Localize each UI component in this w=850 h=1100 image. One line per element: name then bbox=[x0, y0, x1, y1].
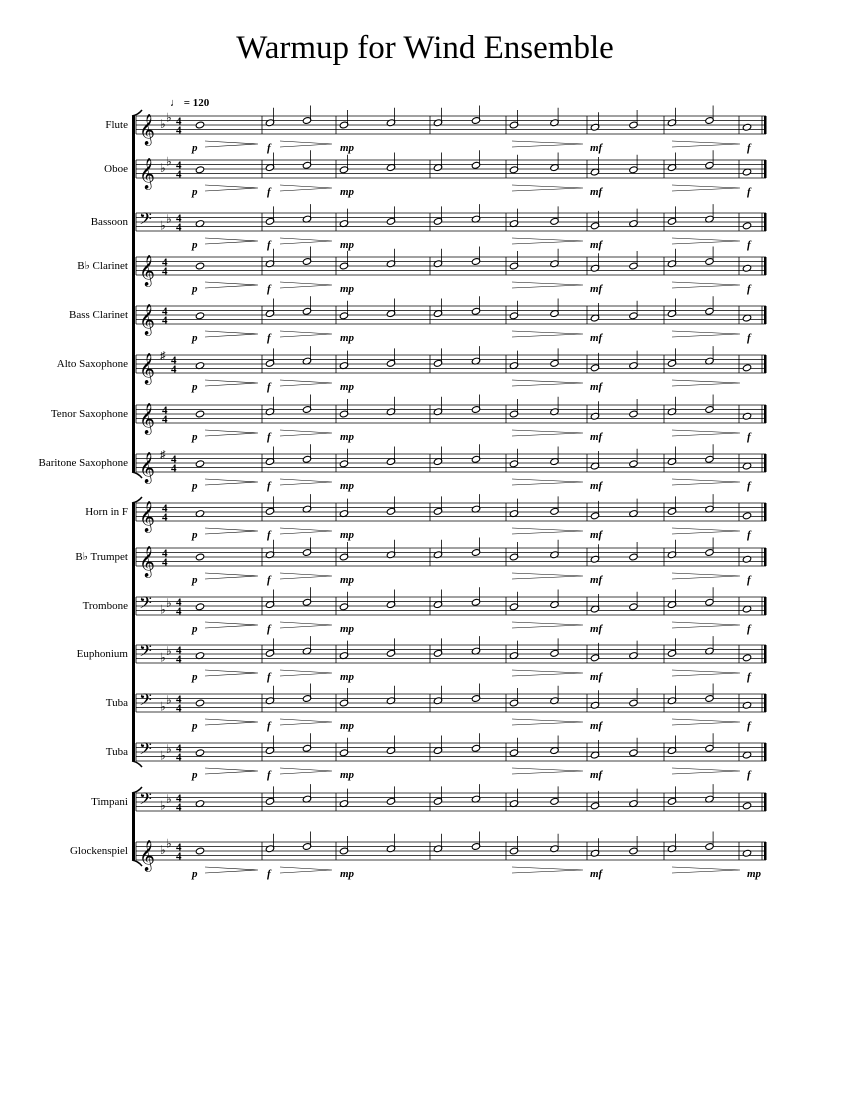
dynamic-marking: f bbox=[747, 480, 751, 492]
time-signature-bottom: 4 bbox=[162, 265, 168, 278]
crescendo-hairpin bbox=[672, 573, 740, 579]
crescendo-hairpin bbox=[205, 430, 258, 436]
dynamic-marking: mp bbox=[340, 239, 355, 251]
crescendo-hairpin bbox=[205, 867, 258, 873]
dynamic-marking: mf bbox=[590, 769, 603, 781]
crescendo-hairpin bbox=[205, 282, 258, 288]
crescendo-hairpin bbox=[205, 380, 258, 386]
bass-clef-icon: 𝄢 bbox=[139, 640, 152, 665]
crescendo-hairpin bbox=[205, 622, 258, 628]
dynamic-marking: p bbox=[192, 868, 198, 880]
time-signature-top: 4 bbox=[176, 159, 182, 172]
bass-clef-icon: 𝄢 bbox=[139, 788, 152, 813]
dynamic-marking: f bbox=[267, 239, 271, 251]
note-head bbox=[742, 123, 751, 131]
crescendo-hairpin bbox=[672, 380, 740, 386]
crescendo-hairpin bbox=[512, 622, 583, 628]
flat-icon: ♭ bbox=[160, 650, 166, 665]
time-signature-bottom: 4 bbox=[176, 850, 182, 863]
treble-clef-icon: 𝄞 bbox=[139, 304, 155, 335]
dynamic-marking: mp bbox=[340, 283, 355, 295]
score-title: Warmup for Wind Ensemble bbox=[236, 30, 614, 66]
diminuendo-hairpin bbox=[280, 282, 332, 288]
label-bb-clarinet: B♭ Clarinet bbox=[77, 260, 128, 272]
crescendo-hairpin bbox=[512, 282, 583, 288]
crescendo-hairpin bbox=[672, 238, 740, 244]
diminuendo-hairpin bbox=[280, 185, 332, 191]
flat-icon: ♭ bbox=[160, 218, 166, 233]
flat-icon: ♭ bbox=[160, 843, 166, 857]
crescendo-hairpin bbox=[512, 670, 583, 676]
final-barline-thick bbox=[764, 743, 767, 761]
dynamic-marking: mp bbox=[340, 480, 355, 492]
final-barline-thick bbox=[764, 454, 767, 472]
crescendo-hairpin bbox=[512, 479, 583, 485]
dynamic-marking: p bbox=[192, 480, 198, 492]
note-head bbox=[742, 412, 751, 420]
dynamic-marking: mp bbox=[340, 529, 355, 541]
dynamic-marking: mp bbox=[340, 332, 355, 344]
flat-icon: ♭ bbox=[166, 692, 172, 707]
dynamic-marking: f bbox=[747, 239, 751, 251]
time-signature-top: 4 bbox=[176, 841, 182, 854]
flat-icon: ♭ bbox=[160, 699, 166, 714]
time-signature-top: 4 bbox=[162, 502, 168, 515]
crescendo-hairpin bbox=[512, 185, 583, 191]
treble-clef-icon: 𝄞 bbox=[139, 158, 155, 189]
treble-clef-icon: 𝄞 bbox=[139, 255, 155, 286]
flat-icon: ♭ bbox=[160, 161, 166, 175]
bass-clef-icon: 𝄢 bbox=[139, 592, 152, 617]
dynamic-marking: f bbox=[747, 186, 751, 198]
final-barline-thick bbox=[764, 213, 767, 231]
dynamic-marking: mp bbox=[340, 186, 355, 198]
note-head bbox=[195, 749, 204, 757]
dynamic-marking: f bbox=[267, 431, 271, 443]
treble-clef-icon: 𝄞 bbox=[139, 114, 155, 145]
note-head bbox=[195, 262, 204, 270]
note-head bbox=[195, 603, 204, 611]
dynamic-marking: mp bbox=[340, 868, 355, 880]
group-bracket bbox=[132, 116, 135, 472]
dynamic-marking: mf bbox=[590, 623, 603, 635]
diminuendo-hairpin bbox=[280, 768, 332, 774]
dynamic-marking: mp bbox=[340, 623, 355, 635]
treble-clef-icon: 𝄞 bbox=[139, 403, 155, 434]
crescendo-hairpin bbox=[672, 479, 740, 485]
time-signature-bottom: 4 bbox=[176, 653, 182, 666]
dynamic-marking: mf bbox=[590, 868, 603, 880]
dynamic-marking: mf bbox=[590, 142, 603, 154]
crescendo-hairpin bbox=[672, 430, 740, 436]
dynamic-marking: f bbox=[267, 671, 271, 683]
time-signature-bottom: 4 bbox=[171, 363, 177, 376]
label-tenor-saxophone: Tenor Saxophone bbox=[50, 408, 128, 420]
crescendo-hairpin bbox=[205, 141, 258, 147]
crescendo-hairpin bbox=[205, 331, 258, 337]
dynamic-marking: p bbox=[192, 574, 198, 586]
note-head bbox=[195, 312, 204, 320]
diminuendo-hairpin bbox=[280, 380, 332, 386]
final-barline-thick bbox=[764, 355, 767, 373]
note-head bbox=[742, 802, 751, 810]
label-bassoon: Bassoon bbox=[90, 216, 128, 228]
diminuendo-hairpin bbox=[280, 622, 332, 628]
diminuendo-hairpin bbox=[280, 331, 332, 337]
diminuendo-hairpin bbox=[280, 867, 332, 873]
crescendo-hairpin bbox=[205, 768, 258, 774]
diminuendo-hairpin bbox=[280, 719, 332, 725]
dynamic-marking: p bbox=[192, 623, 198, 635]
dynamic-marking: p bbox=[192, 720, 198, 732]
note-head bbox=[195, 847, 204, 855]
dynamic-marking: p bbox=[192, 283, 198, 295]
dynamic-marking: f bbox=[267, 332, 271, 344]
final-barline-thick bbox=[764, 306, 767, 324]
flat-icon: ♭ bbox=[160, 602, 166, 617]
crescendo-hairpin bbox=[672, 141, 740, 147]
dynamic-marking: p bbox=[192, 529, 198, 541]
dynamic-marking: f bbox=[267, 623, 271, 635]
dynamic-marking: f bbox=[267, 142, 271, 154]
time-signature-bottom: 4 bbox=[171, 462, 177, 475]
dynamic-marking: f bbox=[747, 529, 751, 541]
dynamic-marking: f bbox=[747, 574, 751, 586]
treble-clef-icon: 𝄞 bbox=[139, 546, 155, 577]
dynamic-marking: mf bbox=[590, 186, 603, 198]
crescendo-hairpin bbox=[512, 141, 583, 147]
note-head bbox=[195, 553, 204, 561]
time-signature-top: 4 bbox=[176, 644, 182, 657]
flat-icon: ♭ bbox=[166, 791, 172, 806]
flat-icon: ♭ bbox=[160, 798, 166, 813]
crescendo-hairpin bbox=[205, 479, 258, 485]
note-head bbox=[742, 364, 751, 372]
note-head bbox=[742, 654, 751, 662]
note-head bbox=[195, 166, 204, 174]
flat-icon: ♭ bbox=[166, 643, 172, 658]
dynamic-marking: mp bbox=[747, 868, 762, 880]
note-head bbox=[742, 264, 751, 272]
sharp-icon: ♯ bbox=[160, 350, 166, 362]
crescendo-hairpin bbox=[672, 282, 740, 288]
tempo-marking: ♩ = 120 bbox=[170, 97, 210, 109]
crescendo-hairpin bbox=[512, 573, 583, 579]
dynamic-marking: p bbox=[192, 671, 198, 683]
label-trombone: Trombone bbox=[82, 600, 128, 612]
crescendo-hairpin bbox=[672, 185, 740, 191]
label-alto-saxophone: Alto Saxophone bbox=[56, 358, 128, 370]
diminuendo-hairpin bbox=[280, 479, 332, 485]
flat-icon: ♭ bbox=[160, 748, 166, 763]
dynamic-marking: mp bbox=[340, 769, 355, 781]
note-head bbox=[195, 121, 204, 129]
time-signature-top: 4 bbox=[162, 404, 168, 417]
final-barline-thick bbox=[764, 694, 767, 712]
dynamic-marking: mf bbox=[590, 332, 603, 344]
label-bb-trumpet: B♭ Trumpet bbox=[75, 551, 128, 563]
crescendo-hairpin bbox=[672, 622, 740, 628]
treble-clef-icon: 𝄞 bbox=[139, 452, 155, 483]
dynamic-marking: mp bbox=[340, 574, 355, 586]
group-bracket bbox=[132, 503, 135, 761]
time-signature-top: 4 bbox=[176, 115, 182, 128]
crescendo-hairpin bbox=[672, 768, 740, 774]
time-signature-top: 4 bbox=[171, 354, 177, 367]
time-signature-top: 4 bbox=[162, 256, 168, 269]
time-signature-top: 4 bbox=[176, 792, 182, 805]
time-signature-bottom: 4 bbox=[162, 314, 168, 327]
bass-clef-icon: 𝄢 bbox=[139, 738, 152, 763]
dynamic-marking: p bbox=[192, 186, 198, 198]
dynamic-marking: p bbox=[192, 142, 198, 154]
dynamic-marking: f bbox=[267, 769, 271, 781]
final-barline-thick bbox=[764, 842, 767, 860]
note-head bbox=[742, 849, 751, 857]
dynamic-marking: mf bbox=[590, 239, 603, 251]
dynamic-marking: f bbox=[267, 283, 271, 295]
final-barline-thick bbox=[764, 597, 767, 615]
crescendo-hairpin bbox=[672, 719, 740, 725]
treble-clef-icon: 𝄞 bbox=[139, 353, 155, 384]
dynamic-marking: mp bbox=[340, 431, 355, 443]
time-signature-bottom: 4 bbox=[176, 605, 182, 618]
crescendo-hairpin bbox=[512, 528, 583, 534]
dynamic-marking: mp bbox=[340, 671, 355, 683]
dynamic-marking: p bbox=[192, 381, 198, 393]
sharp-icon: ♯ bbox=[160, 449, 166, 461]
dynamic-marking: f bbox=[267, 574, 271, 586]
flat-icon: ♭ bbox=[166, 836, 172, 851]
diminuendo-hairpin bbox=[280, 528, 332, 534]
crescendo-hairpin bbox=[205, 528, 258, 534]
label-euphonium: Euphonium bbox=[76, 648, 128, 660]
diminuendo-hairpin bbox=[280, 670, 332, 676]
final-barline-thick bbox=[764, 548, 767, 566]
dynamic-marking: mf bbox=[590, 720, 603, 732]
dynamic-marking: mf bbox=[590, 283, 603, 295]
dynamic-marking: f bbox=[267, 529, 271, 541]
time-signature-top: 4 bbox=[176, 596, 182, 609]
time-signature-bottom: 4 bbox=[162, 413, 168, 426]
dynamic-marking: mp bbox=[340, 381, 355, 393]
dynamic-marking: f bbox=[267, 868, 271, 880]
final-barline-thick bbox=[764, 116, 767, 134]
diminuendo-hairpin bbox=[280, 573, 332, 579]
crescendo-hairpin bbox=[512, 867, 583, 873]
dynamic-marking: mf bbox=[590, 381, 603, 393]
treble-clef-icon: 𝄞 bbox=[139, 501, 155, 532]
note-head bbox=[195, 460, 204, 468]
time-signature-bottom: 4 bbox=[176, 801, 182, 814]
label-bass-clarinet: Bass Clarinet bbox=[69, 309, 128, 321]
final-barline-thick bbox=[764, 793, 767, 811]
dynamic-marking: p bbox=[192, 769, 198, 781]
dynamic-marking: mf bbox=[590, 529, 603, 541]
time-signature-top: 4 bbox=[176, 212, 182, 225]
dynamic-marking: p bbox=[192, 431, 198, 443]
diminuendo-hairpin bbox=[280, 141, 332, 147]
crescendo-hairpin bbox=[512, 238, 583, 244]
group-bracket bbox=[132, 793, 135, 860]
dynamic-marking: f bbox=[747, 283, 751, 295]
note-head bbox=[742, 701, 751, 709]
label-oboe: Oboe bbox=[104, 163, 128, 175]
note-head bbox=[742, 512, 751, 520]
dynamic-marking: f bbox=[267, 186, 271, 198]
final-barline-thick bbox=[764, 257, 767, 275]
time-signature-top: 4 bbox=[171, 453, 177, 466]
note-head bbox=[195, 699, 204, 707]
time-signature-top: 4 bbox=[176, 742, 182, 755]
time-signature-top: 4 bbox=[162, 305, 168, 318]
crescendo-hairpin bbox=[672, 331, 740, 337]
crescendo-hairpin bbox=[205, 573, 258, 579]
crescendo-hairpin bbox=[672, 670, 740, 676]
note-head bbox=[742, 222, 751, 230]
crescendo-hairpin bbox=[672, 867, 740, 873]
crescendo-hairpin bbox=[512, 331, 583, 337]
crescendo-hairpin bbox=[205, 185, 258, 191]
diminuendo-hairpin bbox=[280, 430, 332, 436]
flat-icon: ♭ bbox=[160, 117, 166, 131]
time-signature-top: 4 bbox=[176, 693, 182, 706]
flat-icon: ♭ bbox=[166, 741, 172, 756]
dynamic-marking: f bbox=[747, 623, 751, 635]
flat-icon: ♭ bbox=[166, 110, 172, 125]
crescendo-hairpin bbox=[512, 430, 583, 436]
bass-clef-icon: 𝄢 bbox=[139, 689, 152, 714]
final-barline-thick bbox=[764, 405, 767, 423]
label-timpani: Timpani bbox=[91, 796, 128, 808]
crescendo-hairpin bbox=[205, 670, 258, 676]
label-baritone-saxophone: Baritone Saxophone bbox=[38, 457, 128, 469]
bass-clef-icon: 𝄢 bbox=[139, 208, 152, 233]
dynamic-marking: mp bbox=[340, 142, 355, 154]
crescendo-hairpin bbox=[512, 719, 583, 725]
treble-clef-icon: 𝄞 bbox=[139, 840, 155, 871]
dynamic-marking: mf bbox=[590, 574, 603, 586]
final-barline-thick bbox=[764, 160, 767, 178]
time-signature-bottom: 4 bbox=[176, 702, 182, 715]
dynamic-marking: p bbox=[192, 332, 198, 344]
dynamic-marking: mp bbox=[340, 720, 355, 732]
flat-icon: ♭ bbox=[166, 595, 172, 610]
crescendo-hairpin bbox=[512, 380, 583, 386]
label-horn-in-f: Horn in F bbox=[85, 506, 128, 518]
time-signature-bottom: 4 bbox=[162, 556, 168, 569]
time-signature-bottom: 4 bbox=[176, 751, 182, 764]
time-signature-bottom: 4 bbox=[176, 124, 182, 137]
label-flute: Flute bbox=[105, 119, 128, 131]
flat-icon: ♭ bbox=[166, 211, 172, 226]
dynamic-marking: f bbox=[747, 142, 751, 154]
dynamic-marking: mf bbox=[590, 431, 603, 443]
crescendo-hairpin bbox=[205, 719, 258, 725]
flat-icon: ♭ bbox=[166, 154, 172, 169]
dynamic-marking: f bbox=[747, 671, 751, 683]
time-signature-bottom: 4 bbox=[176, 221, 182, 234]
label-glockenspiel: Glockenspiel bbox=[69, 845, 128, 857]
note-head bbox=[195, 410, 204, 418]
dynamic-marking: mf bbox=[590, 480, 603, 492]
final-barline-thick bbox=[764, 645, 767, 663]
time-signature-top: 4 bbox=[162, 547, 168, 560]
dynamic-marking: f bbox=[747, 720, 751, 732]
crescendo-hairpin bbox=[205, 238, 258, 244]
time-signature-bottom: 4 bbox=[162, 511, 168, 524]
dynamic-marking: f bbox=[747, 332, 751, 344]
dynamic-marking: mf bbox=[590, 671, 603, 683]
label-tuba-2: Tuba bbox=[105, 746, 128, 758]
note-head bbox=[742, 555, 751, 563]
final-barline-thick bbox=[764, 503, 767, 521]
dynamic-marking: f bbox=[267, 480, 271, 492]
dynamic-marking: f bbox=[747, 431, 751, 443]
dynamic-marking: f bbox=[267, 720, 271, 732]
dynamic-marking: f bbox=[267, 381, 271, 393]
dynamic-marking: f bbox=[747, 769, 751, 781]
crescendo-hairpin bbox=[512, 768, 583, 774]
diminuendo-hairpin bbox=[280, 238, 332, 244]
crescendo-hairpin bbox=[672, 528, 740, 534]
time-signature-bottom: 4 bbox=[176, 168, 182, 181]
dynamic-marking: p bbox=[192, 239, 198, 251]
label-tuba-1: Tuba bbox=[105, 697, 128, 709]
